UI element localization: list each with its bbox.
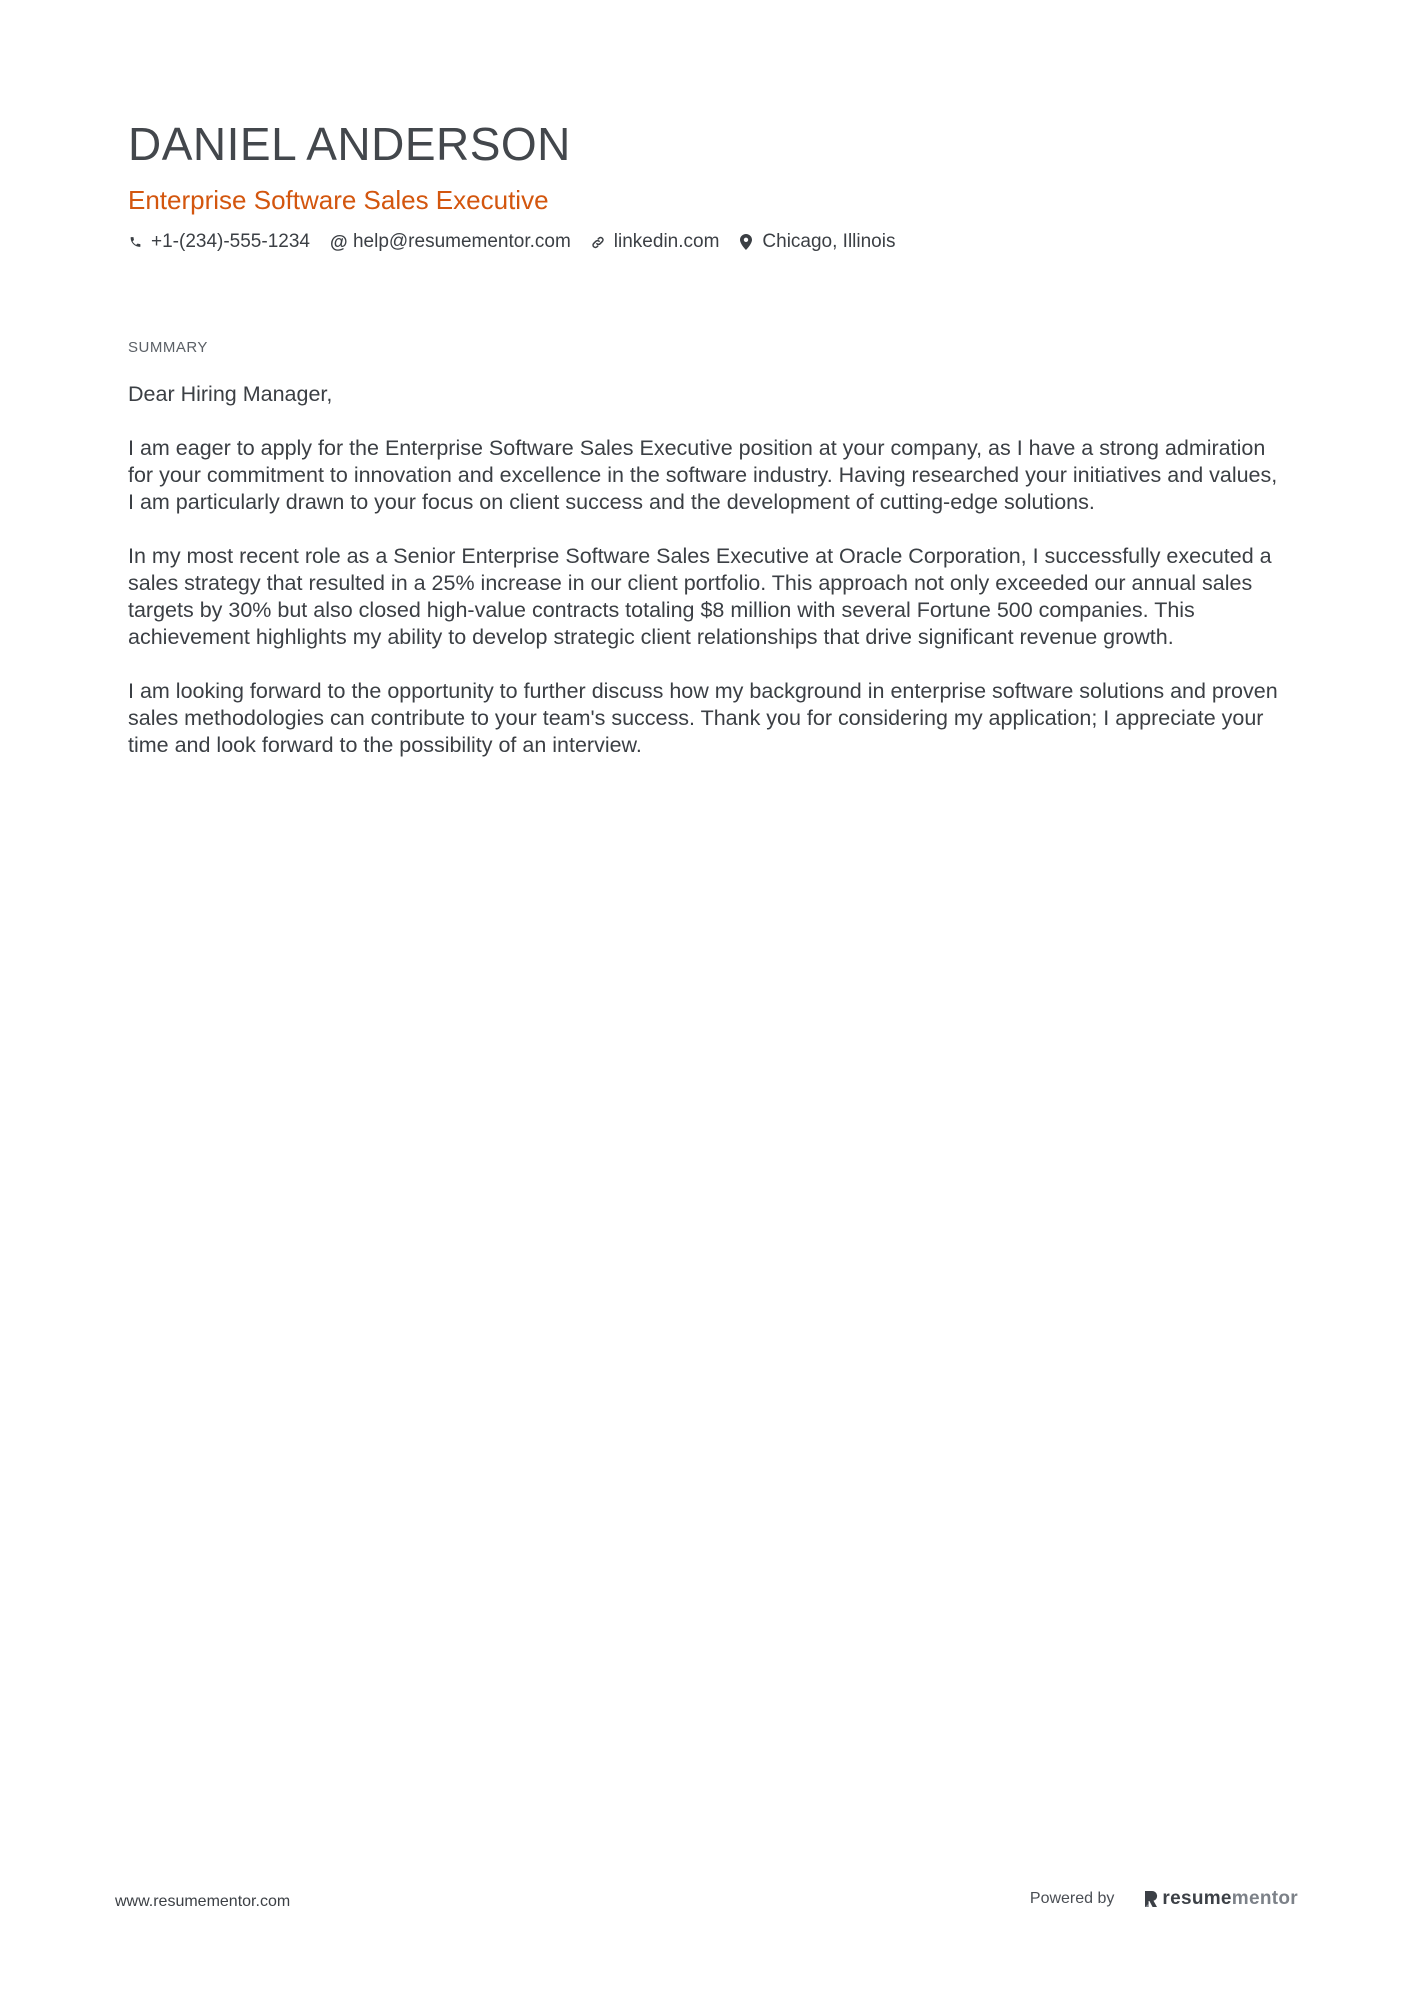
job-title: Enterprise Software Sales Executive <box>128 185 549 215</box>
letter-paragraph: I am looking forward to the opportunity to further discuss how my background in enterprise software solutions and proven sales methodologies can contribute to your team's success. Thank you for considering my application; I appreciate your time and look forward to the possibility of an interview. <box>128 679 1278 757</box>
at-icon: @ <box>329 232 348 252</box>
candidate-name: DANIEL ANDERSON <box>128 118 571 170</box>
contact-email[interactable] <box>330 230 571 254</box>
powered-by-label: Powered by <box>1029 1890 1115 1907</box>
footer-powered-by <box>1030 1888 1298 1910</box>
link-icon <box>591 234 605 250</box>
contact-linkedin[interactable] <box>591 230 720 254</box>
contact-bar <box>128 230 1288 254</box>
letter-body <box>128 381 1288 786</box>
contact-location <box>739 230 895 254</box>
phone-text: +1-(234)-555-1234 <box>151 231 310 252</box>
letter-paragraph: I am eager to apply for the Enterprise Software Sales Executive position at your company, as I have a strong admiration for your commitment to innovation and excellence in the software industry. Having researched your initiatives and values, I am particularly drawn to your focus on client success and the development of cutting-edge solutions. <box>128 436 1278 514</box>
resumementor-logo[interactable] <box>1144 1888 1298 1910</box>
brand-wordmark <box>1162 1888 1298 1910</box>
phone-icon <box>128 234 142 250</box>
footer-website-link[interactable]: www.resumementor.com <box>115 1893 291 1910</box>
letter-paragraph: In my most recent role as a Senior Enterprise Software Sales Executive at Oracle Corporation, I successfully executed a sales strategy that resulted in a 25% increase in our client portfolio. This approach not only exceeded our annual sales targets by 30% but also closed high-value contracts totaling $8 million with several Fortune 500 companies. This achievement highlights my ability to develop strategic client relationships that drive significant revenue growth. <box>128 544 1272 649</box>
location-text: Chicago, Illinois <box>762 231 896 252</box>
brand-light-part: mentor <box>1231 1888 1298 1909</box>
location-pin-icon <box>739 234 753 250</box>
email-text[interactable]: help@resumementor.com <box>352 231 571 252</box>
contact-phone <box>128 230 310 254</box>
linkedin-text[interactable]: linkedin.com <box>613 231 720 252</box>
header <box>128 112 1288 254</box>
brand-bold-part: resume <box>1162 1888 1232 1909</box>
letter-greeting: Dear Hiring Manager, <box>128 382 333 406</box>
resumementor-mark-icon <box>1144 1889 1158 1909</box>
section-label-summary: SUMMARY <box>128 339 208 356</box>
